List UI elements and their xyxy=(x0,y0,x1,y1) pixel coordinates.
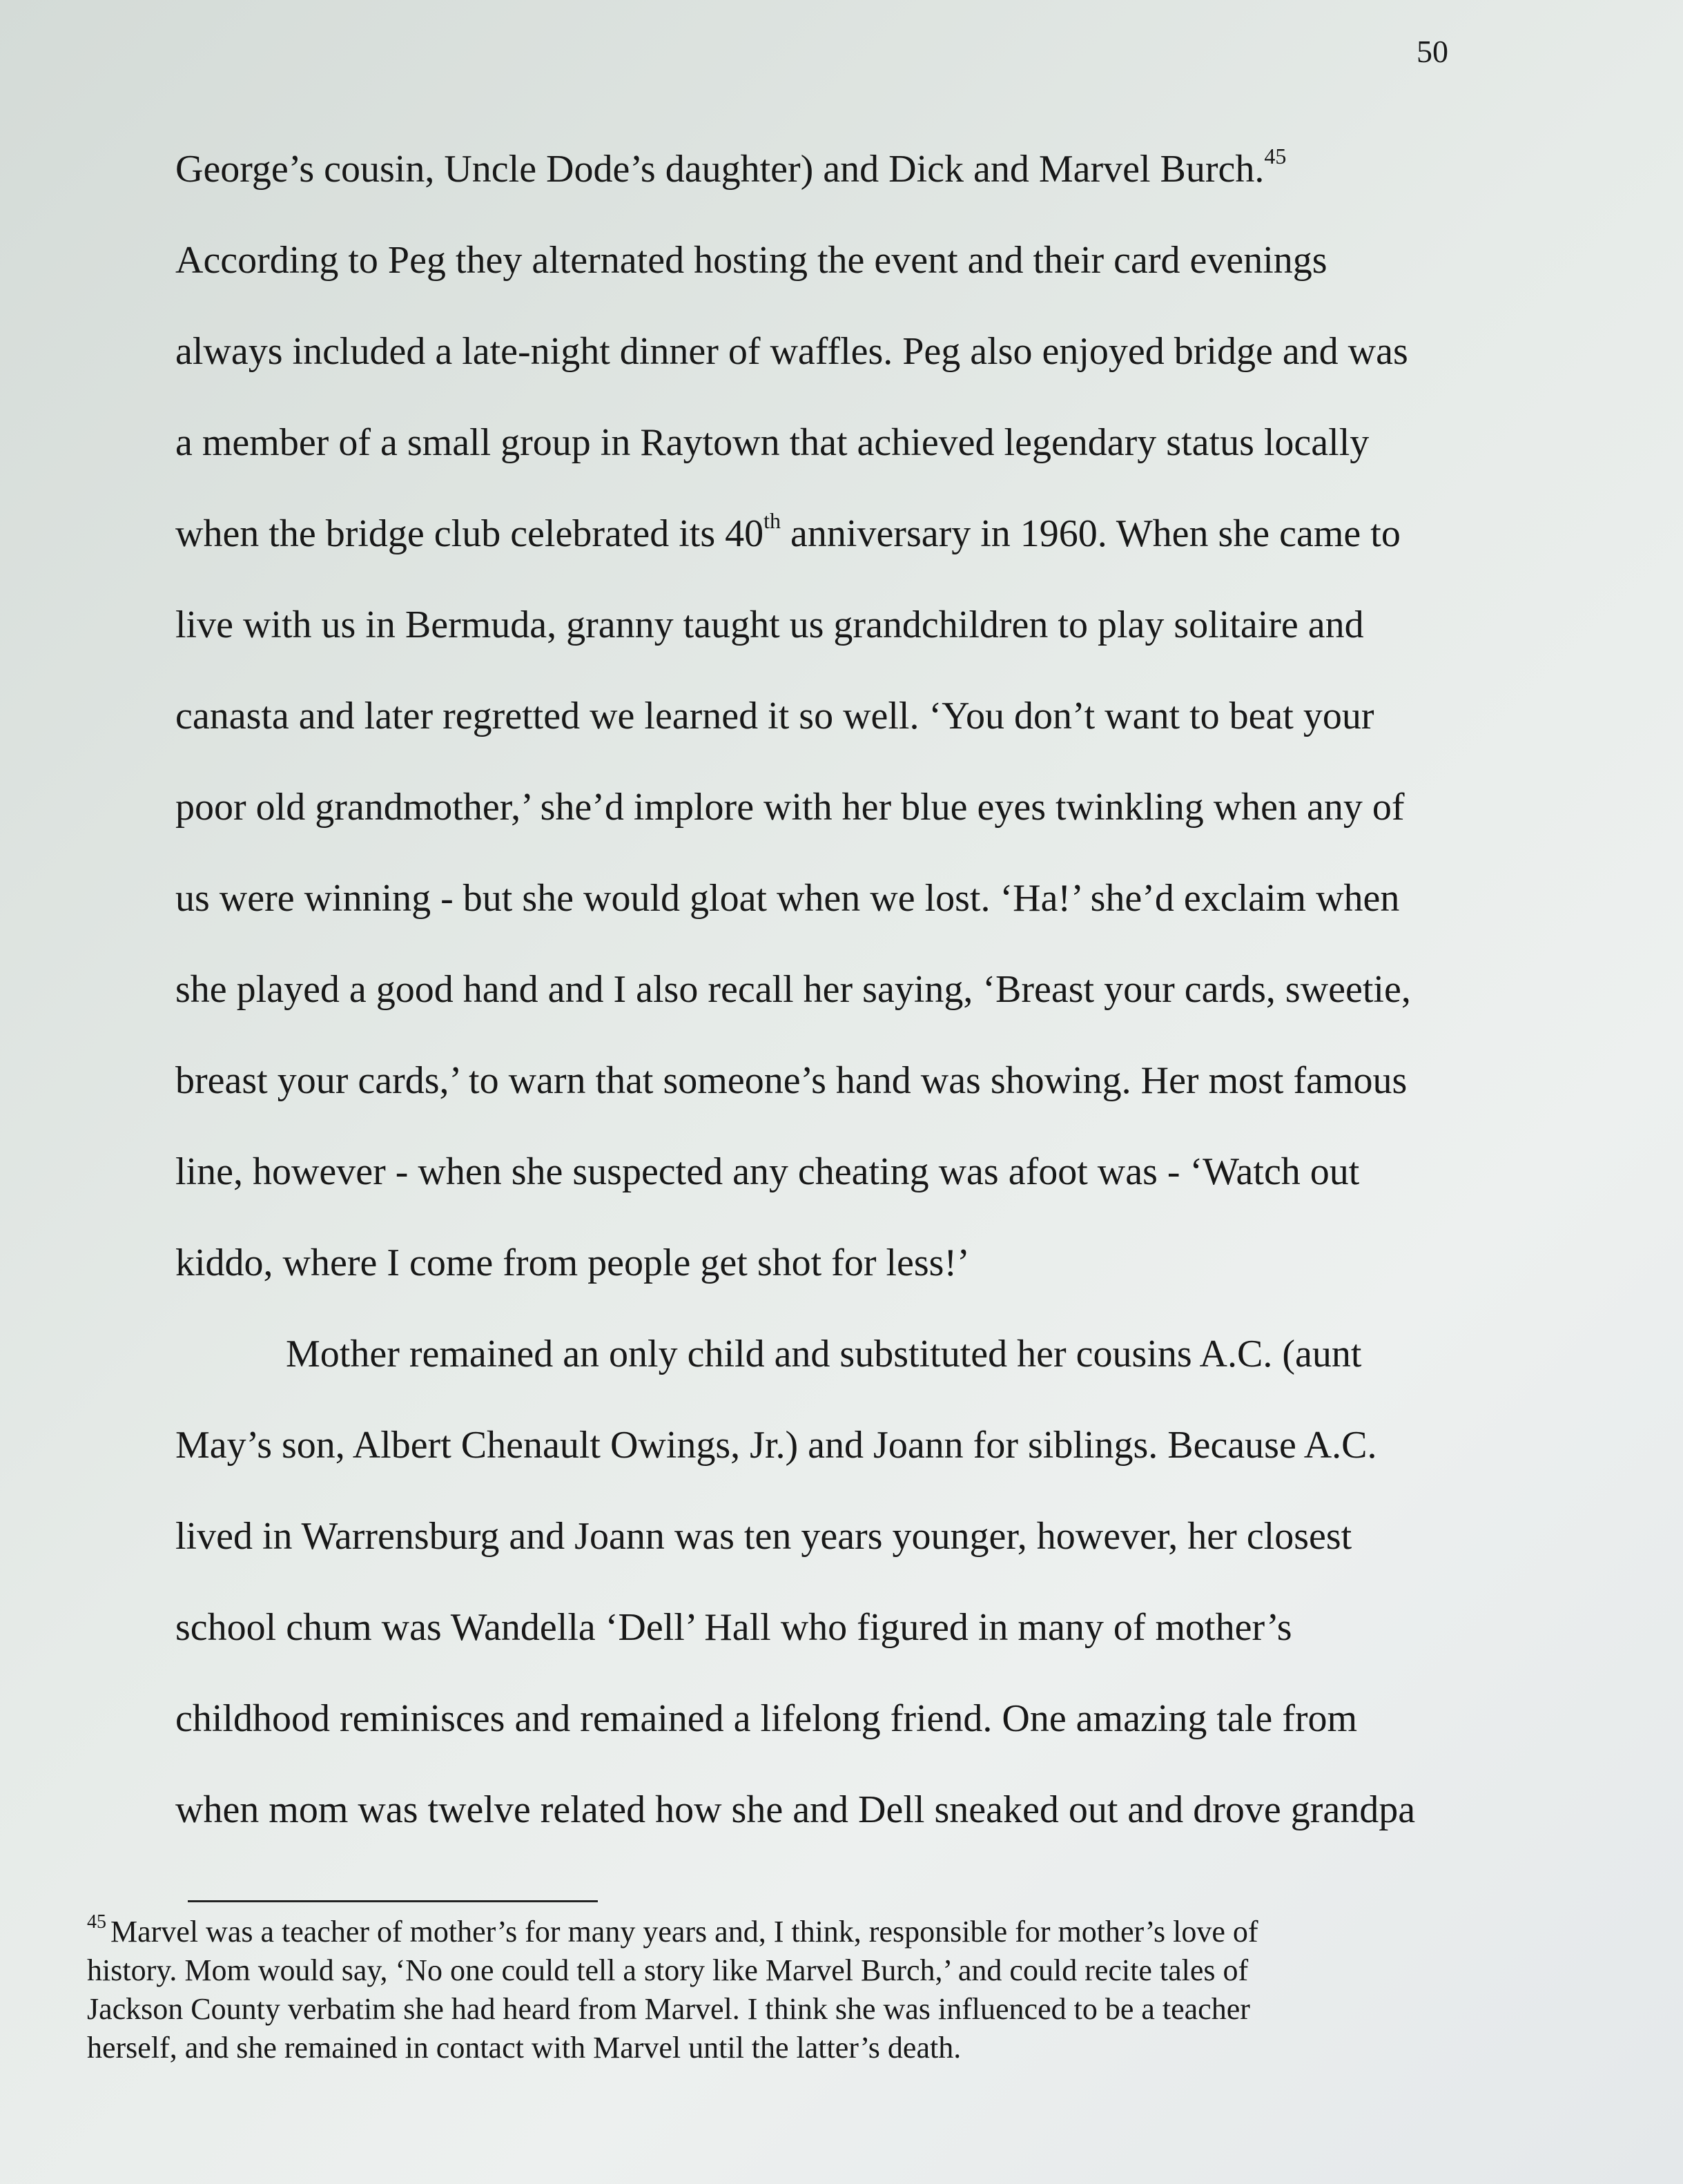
body-line-14: Mother remained an only child and substituted her cousins A.C. (aunt xyxy=(286,1333,1362,1375)
body-line-12: line, however - when she suspected any cheating was afoot was - ‘Watch out xyxy=(175,1150,1360,1193)
body-line-1: George’s cousin, Uncle Dode’s daughter) and Dick and Marvel Burch.$^{45}$ xyxy=(175,144,1287,191)
body-line-13: kiddo, where I come from people get shot for less!’ xyxy=(175,1241,970,1284)
body-line-11: breast your cards,’ to warn that someone’s hand was showing. Her most famous xyxy=(175,1059,1408,1102)
body-line-3: always included a late-night dinner of waffles. Peg also enjoyed bridge and was xyxy=(175,330,1408,373)
footnote-divider xyxy=(188,1900,598,1902)
body-line-4: a member of a small group in Raytown that achieved legendary status locally xyxy=(175,421,1370,464)
footnote-reference[interactable]: 45 xyxy=(1264,144,1287,168)
body-line-10: she played a good hand and I also recall her saying, ‘Breast your cards, sweetie, xyxy=(175,968,1411,1011)
body-line-16: lived in Warrensburg and Joann was ten years younger, however, her closest xyxy=(175,1515,1352,1558)
body-line-9: us were winning - but she would gloat when we lost. ‘Ha!’ she’d exclaim when xyxy=(175,877,1400,920)
body-line-8: poor old grandmother,’ she’d implore with her blue eyes twinkling when any of xyxy=(175,786,1405,829)
footnote-line-2: history. Mom would say, ‘No one could tell a story like Marvel Burch,’ and could recite tales of xyxy=(87,1953,1249,1987)
body-line-18: childhood reminisces and remained a lifelong friend. One amazing tale from xyxy=(175,1697,1358,1740)
footnote-line-1: $^{45}$ Marvel was a teacher of mother’s for many years and, I think, responsible for mother’s love of xyxy=(87,1911,1258,1949)
footnote-mark: 45 xyxy=(87,1911,106,1933)
body-line-6: live with us in Bermuda, granny taught us grandchildren to play solitaire and xyxy=(175,603,1364,646)
ordinal-suffix: th xyxy=(763,508,781,533)
body-text xyxy=(175,135,1473,1866)
footnote-line-4: herself, and she remained in contact with Marvel until the latter’s death. xyxy=(87,2031,962,2065)
body-line-7: canasta and later regretted we learned it so well. ‘You don’t want to beat your xyxy=(175,695,1374,737)
body-line-17: school chum was Wandella ‘Dell’ Hall who figured in many of mother’s xyxy=(175,1606,1292,1649)
footnote-line-3: Jackson County verbatim she had heard from Marvel. I think she was influenced to be a teacher xyxy=(87,1992,1250,2026)
body-line-5: when the bridge club celebrated its 40th anniversary in 1960. When she came to xyxy=(175,508,1401,555)
body-line-19: when mom was twelve related how she and Dell sneaked out and drove grandpa xyxy=(175,1788,1416,1831)
footnote xyxy=(87,1913,1433,2067)
body-line-15: May’s son, Albert Chenault Owings, Jr.) and Joann for siblings. Because A.C. xyxy=(175,1424,1377,1467)
page-number: 50 xyxy=(1417,34,1448,69)
body-line-2: According to Peg they alternated hosting the event and their card evenings xyxy=(175,239,1327,282)
